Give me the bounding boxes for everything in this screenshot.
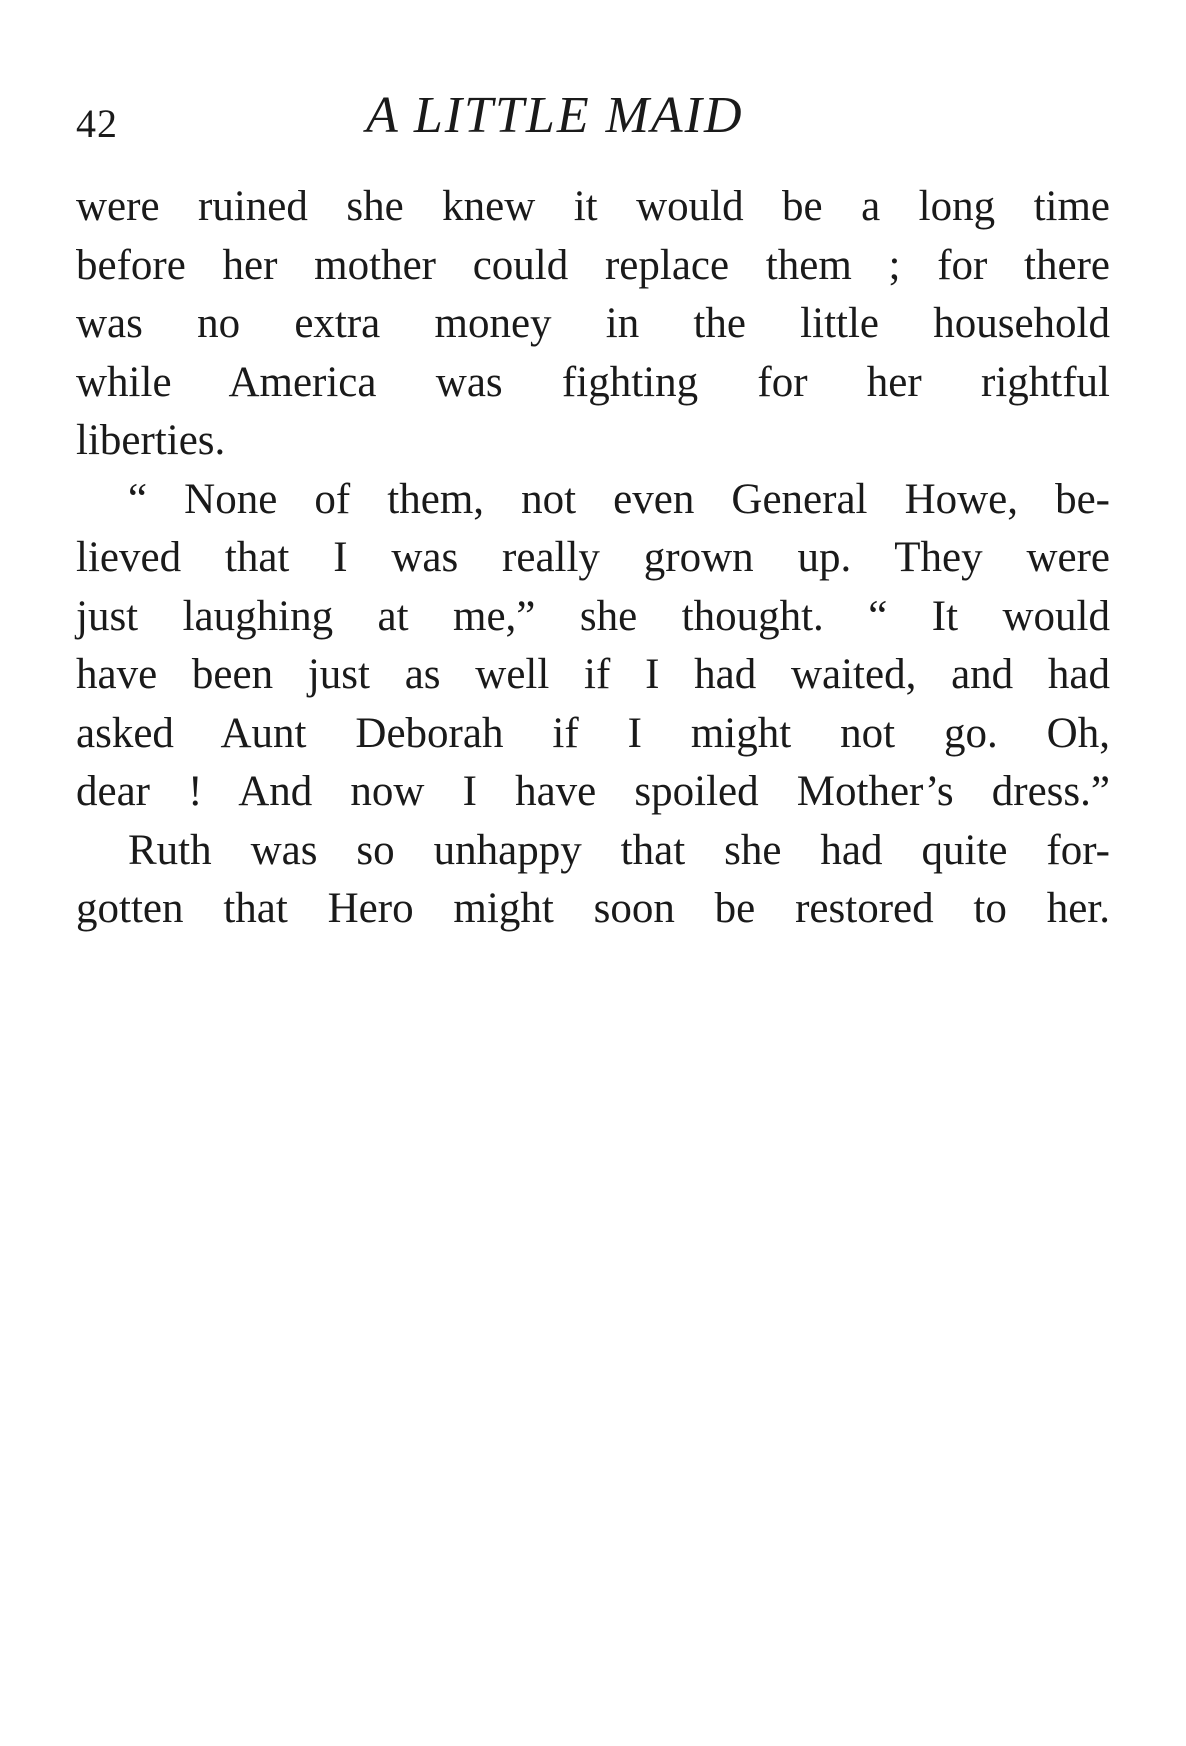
text-line: dear ! And now I have spoiled Mother’s dress.” xyxy=(76,768,1110,815)
text-line: liberties. xyxy=(76,417,226,464)
page-number: 42 xyxy=(76,101,118,146)
text-line: asked Aunt Deborah if I might not go. Oh, xyxy=(76,709,1110,757)
text-line: before her mother could replace them ; for there xyxy=(76,241,1110,289)
text-line: have been just as well if I had waited, and had xyxy=(76,651,1110,698)
body-text xyxy=(76,178,1110,939)
paragraph-2 xyxy=(76,471,1110,822)
text-line: gotten that Hero might soon be restored to her. xyxy=(76,885,1110,932)
text-line: lieved that I was really grown up. They were xyxy=(76,534,1110,581)
paragraph-3 xyxy=(76,822,1110,939)
text-line: Ruth was so unhappy that she had quite for- xyxy=(128,826,1110,874)
text-line: “ None of them, not even General Howe, be- xyxy=(128,475,1110,523)
running-title: A LITTLE MAID xyxy=(366,87,744,144)
text-line: was no extra money in the little household xyxy=(76,300,1110,347)
text-line: just laughing at me,” she thought. “ It would xyxy=(76,592,1110,640)
text-line: were ruined she knew it would be a long time xyxy=(76,183,1110,230)
paragraph-1 xyxy=(76,178,1110,471)
page-header xyxy=(76,86,1110,146)
text-line: while America was fighting for her rightful xyxy=(76,358,1110,406)
